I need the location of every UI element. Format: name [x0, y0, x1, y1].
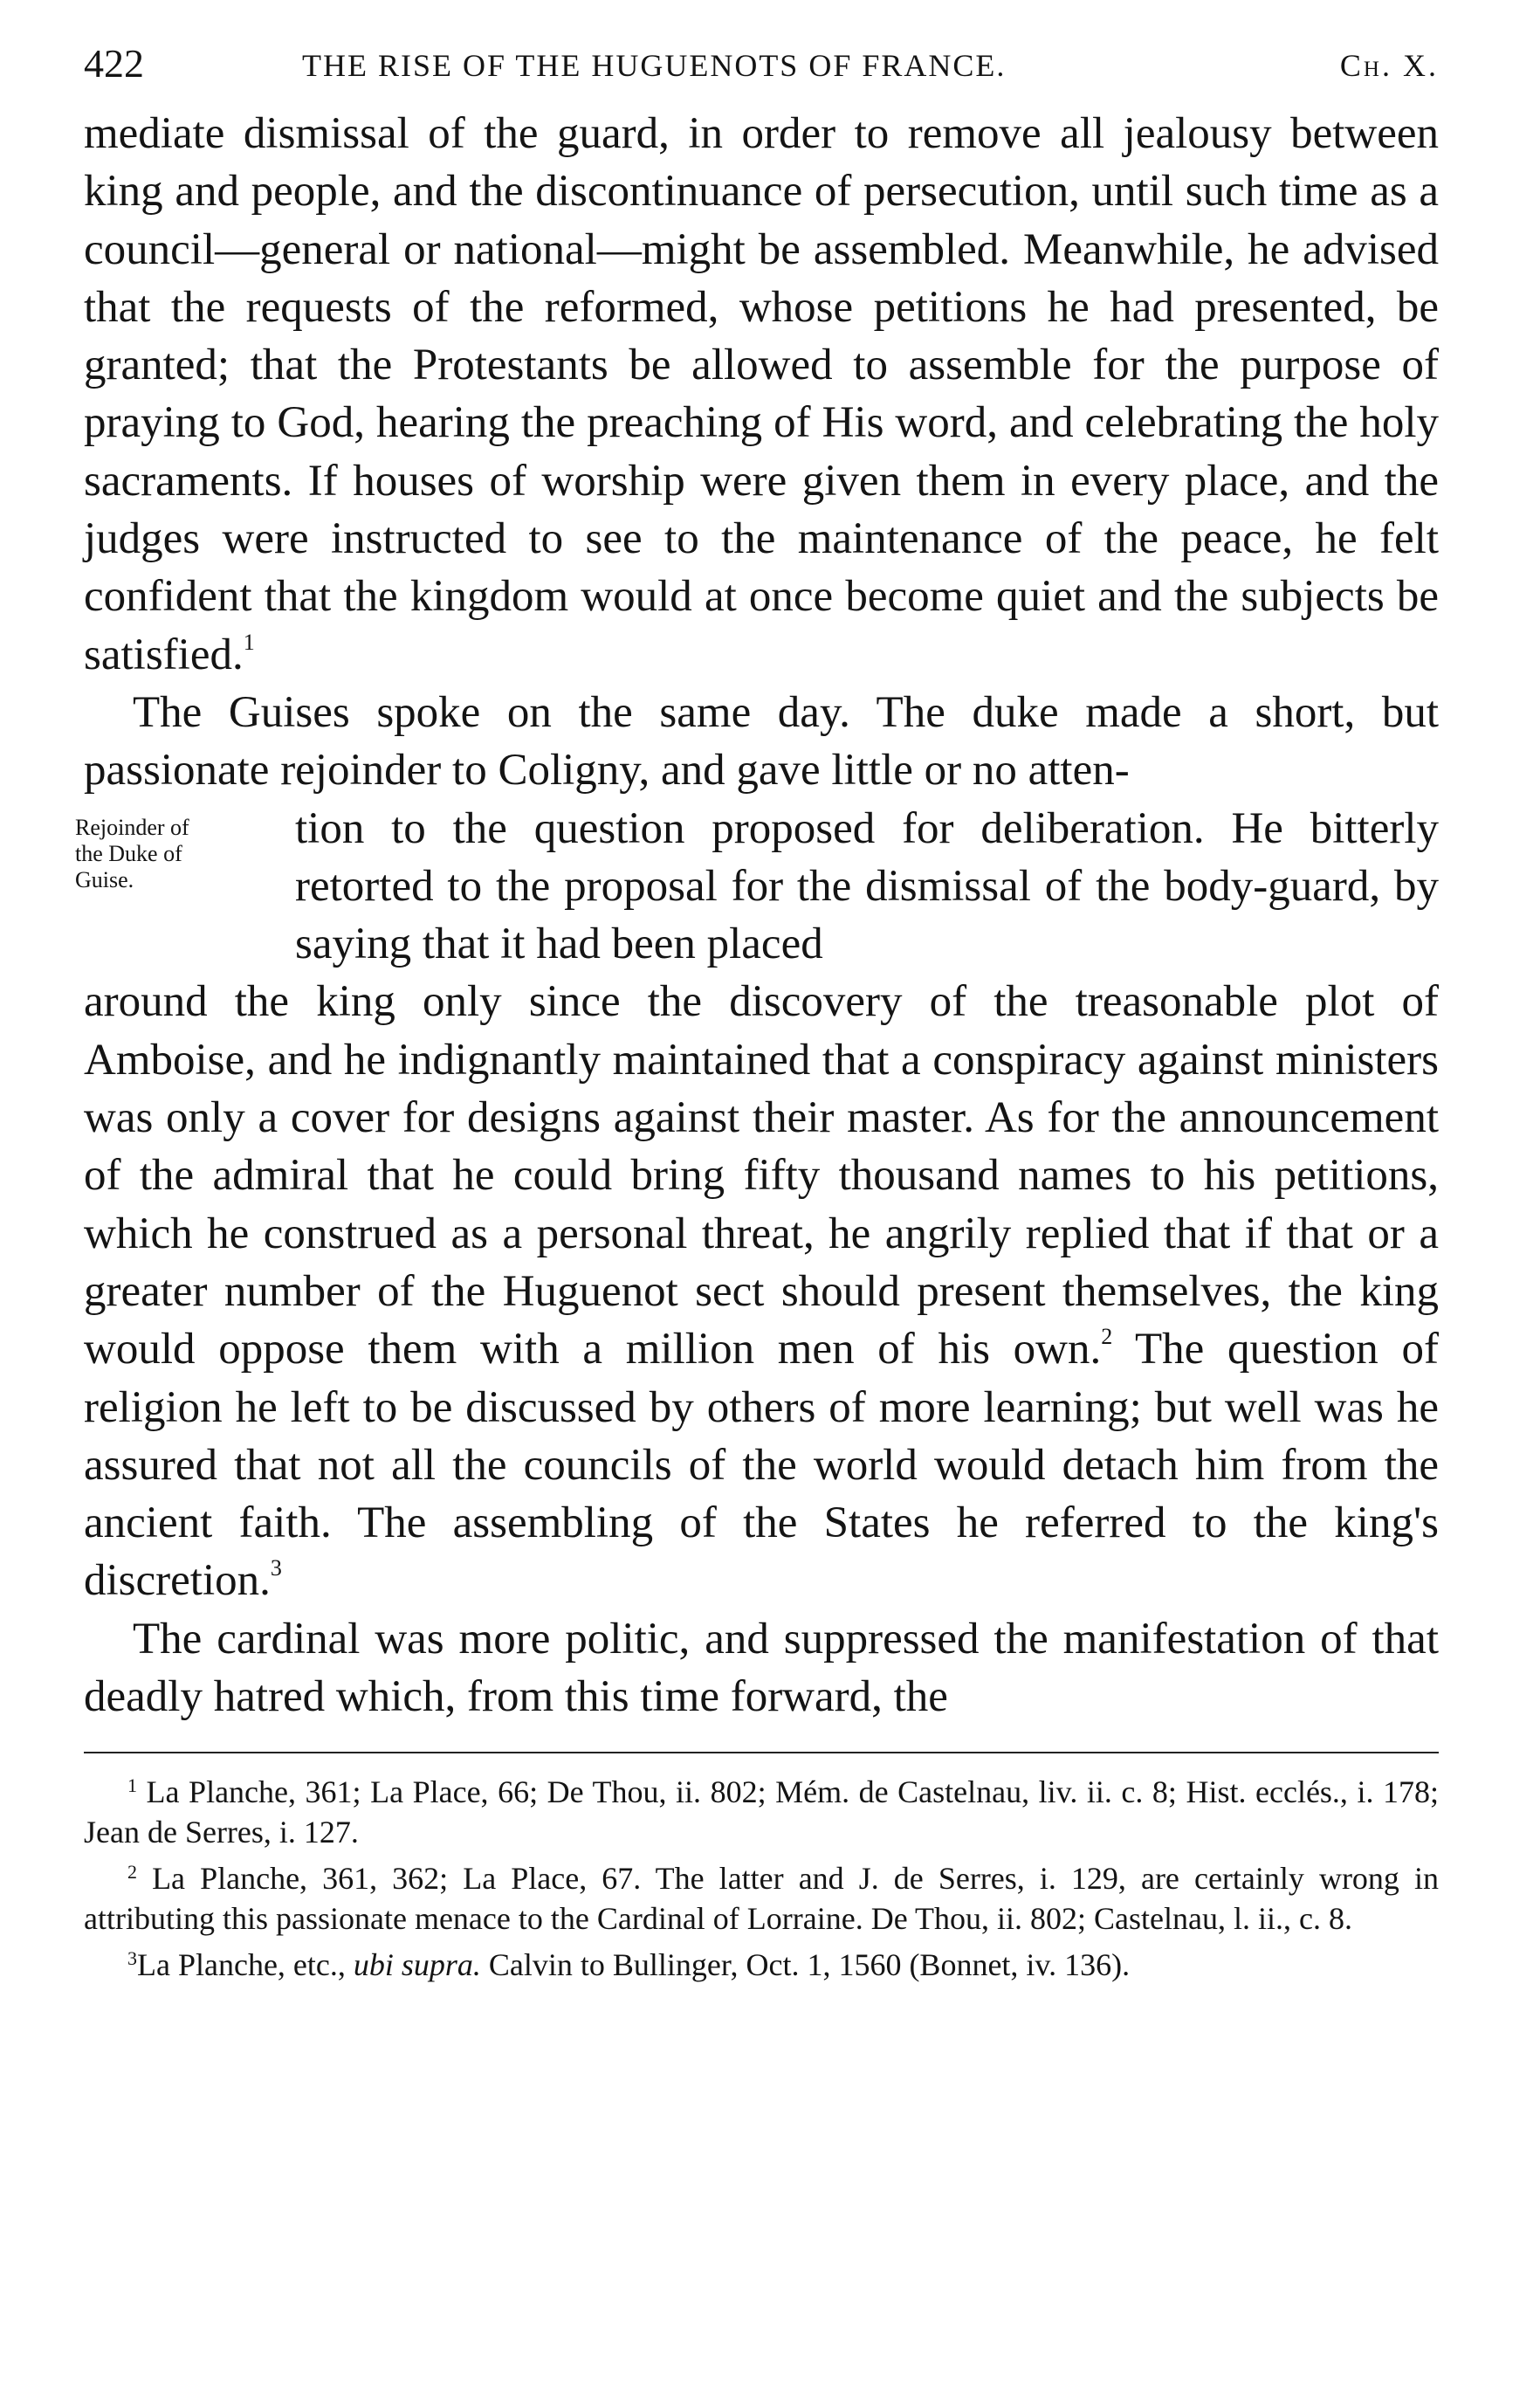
footnote-italic: ubi supra. [353, 1947, 481, 1983]
footnote-ref-3: 3 [270, 1555, 282, 1581]
running-title: THE RISE OF THE HUGUENOTS OF FRANCE. [302, 48, 1007, 83]
footnote-2 [84, 1852, 1439, 1939]
footnote-ref-2: 2 [1101, 1324, 1113, 1350]
footnote-text: La Planche, 361, 362; La Place, 67. The latter and J. de Serres, i. 129, are certainly wrong in attributing this passionate menace to the Cardinal of Lorraine. De Thou, ii. 802; Castelnau, l. ii., c. 8. [84, 1861, 1439, 1937]
footnote-3 [84, 1939, 1439, 1985]
footnotes [84, 1766, 1439, 1985]
paragraph-duke-indented: tion to the question proposed for deliberation. He bitterly retorted to the proposal for the dismissal of the body-guard, by saying that it had been placed [295, 803, 1439, 969]
paragraph-cardinal: The cardinal was more politic, and suppressed the manifestation of that deadly hatred which, from this time forward, the [84, 1614, 1439, 1722]
footnote-text: La Planche, 361; La Place, 66; De Thou, ii. 802; Mém. de Castelnau, liv. ii. c. 8; Hist. ecclés., i. 178; Jean de Serres, i. 127. [84, 1774, 1440, 1850]
paragraph-text: mediate dismissal of the guard, in order to remove all jealousy between king and people, and the discontinuance of persecution, until such time as a council—general or national—might be assembled. Meanwhile, he advised that the requests of the reformed, whose petitions he had presented, be granted; that the Protestants be allowed to assemble for the purpose of praying to God, hearing the preaching of His word, and celebrating the holy sacraments. If houses of worship were given them in every place, and the judges were instructed to see to the maintenance of the peace, he felt confident that the kingdom would at once become quiet and the subjects be satisfied. [84, 109, 1439, 679]
footnote-1 [84, 1766, 1439, 1852]
footnote-mark: 1 [127, 1774, 137, 1797]
margin-note [75, 815, 276, 893]
footnote-ref-1: 1 [243, 629, 255, 655]
footnote-text: Calvin to Bullinger, Oct. 1, 1560 (Bonnet, iv. 136). [480, 1947, 1131, 1983]
margin-note-line: Guise. [75, 866, 134, 892]
paragraph-text: The question of religion he left to be discussed by others of more learning; but well was he assured that not all the councils of the world would detach him from the ancient faith. The assembling of the States he referred to the king's discretion. [84, 1325, 1439, 1606]
paragraph-duke-wrap [75, 684, 1439, 1610]
margin-note-line: the Duke of [75, 840, 182, 866]
footnote-mark: 3 [127, 1947, 137, 1970]
paragraph-text: around the king only since the discovery of the treasonable plot of Amboise, and he indignantly maintained that a conspiracy against ministers was only a cover for designs against their master. As for the announcement of the admiral that he could bring fifty thousand names to his petitions, which he construed as a personal threat, he angrily replied that if that or a greater number of the Huguenot sect should present themselves, the king would oppose them with a million men of his own. [84, 977, 1439, 1374]
chapter-label: Ch. X. [1339, 48, 1439, 83]
paragraph-coligny [84, 105, 1439, 684]
paragraph-duke-rest [84, 973, 1439, 1609]
margin-note-line: Rejoinder of [75, 814, 189, 840]
book-page [75, 35, 1440, 1985]
body-text [75, 105, 1439, 1726]
paragraph-duke-lead: The Guises spoke on the same day. The duke made a short, but passionate rejoinder to Coligny, and gave little or no atten- [84, 687, 1439, 796]
footnote-rule [84, 1752, 1439, 1753]
footnote-mark: 2 [127, 1861, 137, 1884]
page-number: 422 [84, 41, 144, 86]
running-head [84, 35, 1439, 105]
footnote-text: La Planche, etc., [137, 1947, 354, 1983]
